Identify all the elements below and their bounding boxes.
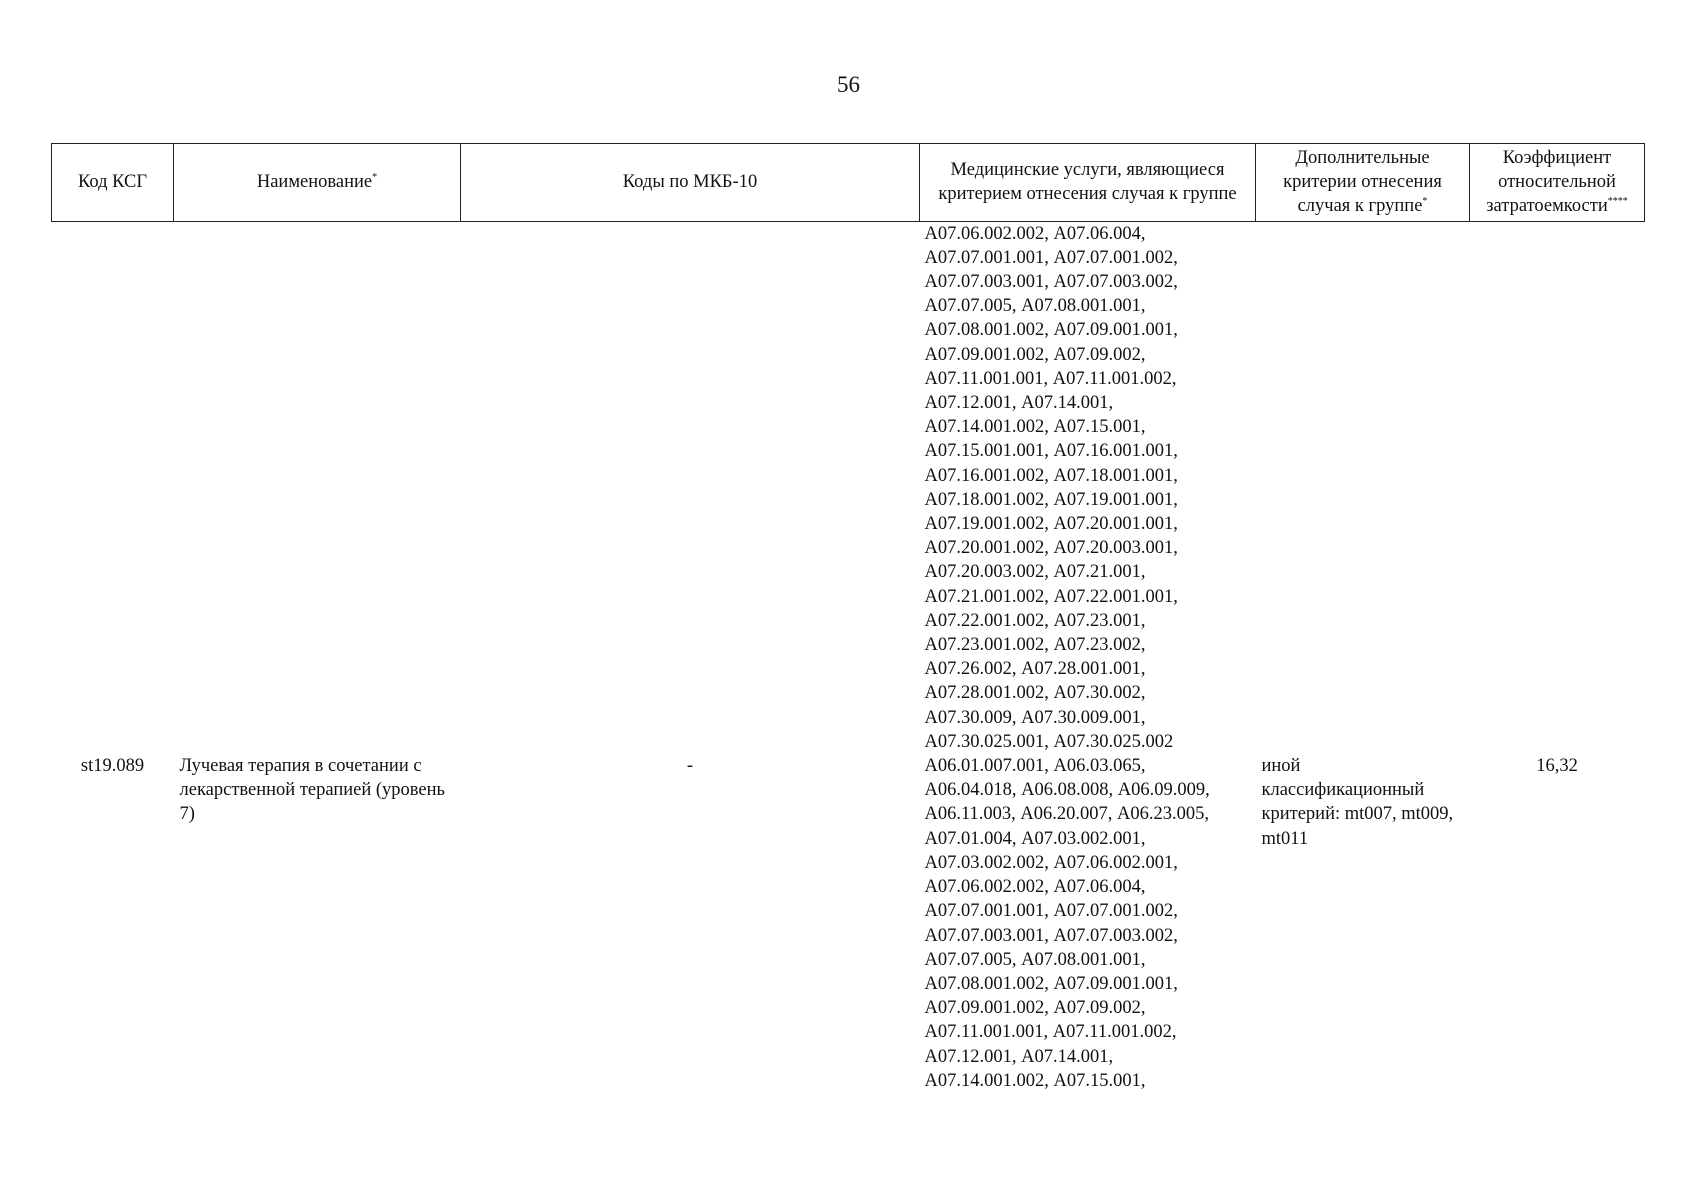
header-name-label: Наименование (256, 172, 373, 193)
cell-coef: 16,32 (1536, 756, 1578, 777)
cell-mkb: - (686, 756, 694, 777)
header-services-label: Медицинские услуги, являющиеся критерием отнесения случая к группе (938, 160, 1237, 205)
cell-name: Лучевая терапия в сочетании с лекарственной терапией (уровень 7) (179, 756, 445, 825)
cell-extra-empty (1256, 221, 1470, 754)
cell-services-continued: А07.06.002.002, А07.06.004, А07.07.001.001, А07.07.001.002, А07.07.003.001, А07.07.003.002, А07.07.005, А07.08.001.001, А07.08.001.002, А07.09.001.001, А07.09.001.002, А07.09.002, А07.11.001.001, А07.11.001.002, А07.12.001, А07.14.001, А07.14.001.002, А07.15.001, А07.15.001.001, А07.16.001.001, А07.16.001.002, А07.18.001.001, А07.18.001.002, А07.19.001.001, А07.19.001.002, А07.20.001.001, А07.20.001.002, А07.20.003.001, А07.20.003.002, А07.21.001, А07.21.001.002, А07.22.001.001, А07.22.001.002, А07.23.001, А07.23.001.002, А07.23.002, А07.26.002, А07.28.001.001, А07.28.001.002, А07.30.002, А07.30.009, А07.30.009.001, А07.30.025.001, А07.30.025.002 (924, 223, 1178, 752)
header-code-label: Код КСГ (77, 172, 148, 193)
page-number: 56 (837, 72, 860, 97)
header-name-footnote-mark: * (372, 172, 378, 184)
header-extra-footnote-mark: * (1422, 196, 1428, 208)
header-coef-footnote-mark: **** (1607, 196, 1628, 208)
header-extra-label: Дополнительные критерии отнесения случая к группе (1283, 148, 1442, 217)
cell-name-empty (174, 221, 461, 754)
header-coef-label: Коэффициент относительной затратоемкости (1486, 148, 1616, 217)
table-body (52, 221, 1645, 1093)
table-row (52, 754, 1645, 1093)
header-extra (1256, 144, 1470, 222)
cell-extra: иной классификационный критерий: mt007, mt009, mt011 (1261, 756, 1454, 849)
header-coef (1470, 144, 1645, 222)
header-code (52, 144, 174, 222)
table-header (52, 144, 1645, 222)
ksg-table (51, 143, 1645, 1093)
header-mkb-label: Коды по МКБ-10 (622, 172, 758, 193)
cell-services: А06.01.007.001, А06.03.065, А06.04.018, А06.08.008, А06.09.009, А06.11.003, А06.20.007, А06.23.005, А07.01.004, А07.03.002.001, А07.03.002.002, А07.06.002.001, А07.06.002.002, А07.06.004, А07.07.001.001, А07.07.001.002, А07.07.003.001, А07.07.003.002, А07.07.005, А07.08.001.001, А07.08.001.002, А07.09.001.001, А07.09.001.002, А07.09.002, А07.11.001.001, А07.11.001.002, А07.12.001, А07.14.001, А07.14.001.002, А07.15.001, (924, 756, 1210, 1091)
header-row (52, 144, 1645, 222)
cell-mkb-empty (461, 221, 920, 754)
table-row-continuation (52, 221, 1645, 754)
cell-code-empty (52, 221, 174, 754)
header-mkb (461, 144, 920, 222)
cell-coef-empty (1470, 221, 1645, 754)
header-name (174, 144, 461, 222)
cell-ksg-code: st19.089 (80, 756, 145, 777)
header-services (920, 144, 1256, 222)
